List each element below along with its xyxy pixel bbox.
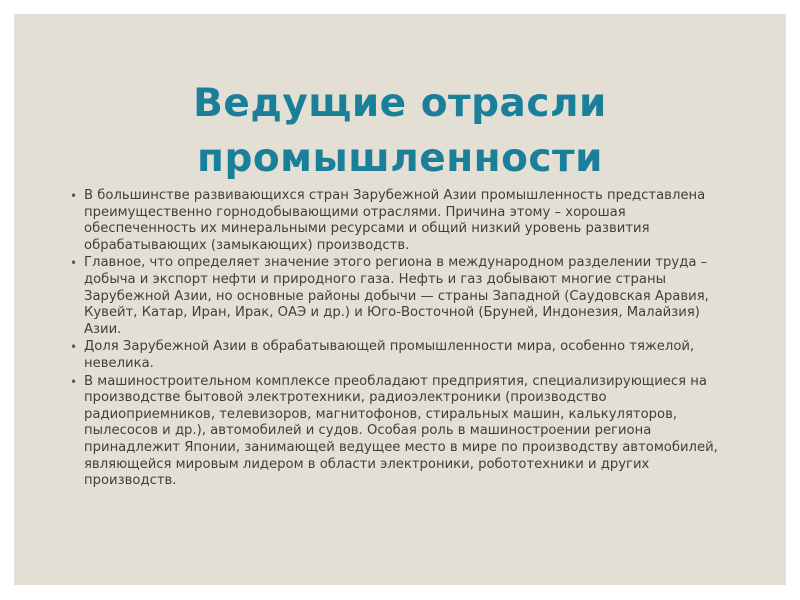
- bullet-icon: •: [70, 340, 78, 355]
- list-item: [70, 188, 736, 254]
- bullet-text: В машиностроительном комплексе преобладают предприятия, специализирующиеся на производстве бытовой электротехники, радиоэлектроники (производство радиоприемников, телевизоров, магнитофонов, стиральных машин, калькуляторов, пылесосов и др.), автомобилей и судов. Особая роль в машиностроении региона принадлежит Японии, занимающей ведущее место в мире по производству автомобилей, являющейся мировым лидером в области электроники, робототехники и других производств.: [84, 373, 718, 489]
- list-item: [70, 255, 736, 338]
- bullet-icon: •: [70, 256, 78, 271]
- slide-canvas: [14, 14, 786, 585]
- bullet-text: Главное, что определяет значение этого региона в международном разделении труда – добыча и экспорт нефти и природного газа. Нефть и газ добывают многие страны Зарубежной Азии, но основные районы добычи — страны Западной (Саудовская Аравия, Кувейт, Катар, Иран, Ирак, ОАЭ и др.) и Юго-Восточной (Бруней, Индонезия, Малайзия) Азии.: [84, 255, 709, 337]
- title-line-1: Ведущие отрасли: [193, 81, 607, 126]
- title-line-2: промышленности: [197, 136, 603, 181]
- bullet-icon: •: [70, 374, 78, 389]
- slide-title: [14, 76, 786, 186]
- bullet-text: В большинстве развивающихся стран Зарубежной Азии промышленность представлена преимущественно горнодобывающими отраслями. Причина этому – хорошая обеспеченность их минеральными ресурсами и общий низкий уровень развития обрабатывающих (замыкающих) производств.: [84, 188, 706, 253]
- list-item: [70, 374, 736, 490]
- bullet-icon: •: [70, 189, 78, 203]
- list-item: [70, 339, 736, 372]
- bullet-list: [70, 188, 736, 491]
- bullet-text: Доля Зарубежной Азии в обрабатывающей промышленности мира, особенно тяжелой, невелика.: [84, 339, 695, 371]
